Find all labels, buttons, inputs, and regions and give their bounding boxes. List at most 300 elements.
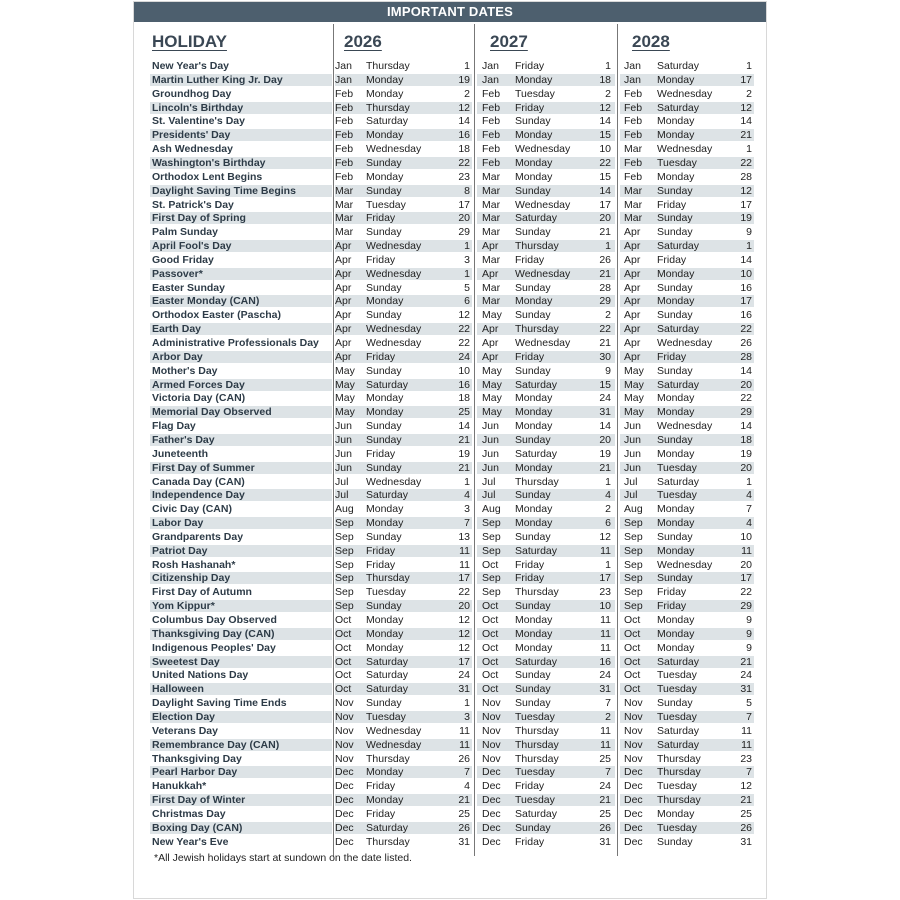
day-number-cell: 5 (464, 281, 470, 294)
day-number-cell: 24 (599, 780, 611, 793)
day-number-cell: 1 (464, 240, 470, 253)
month-cell: Nov (335, 697, 354, 710)
weekday-cell: Thursday (366, 835, 410, 848)
month-cell: Sep (335, 530, 354, 543)
day-number-cell: 29 (740, 600, 752, 613)
table-row (134, 447, 766, 461)
weekday-cell: Sunday (366, 226, 402, 239)
day-number-cell: 7 (605, 697, 611, 710)
month-cell: Feb (335, 170, 354, 183)
weekday-cell: Sunday (366, 309, 402, 322)
weekday-cell: Saturday (657, 101, 700, 114)
month-cell: Jul (624, 475, 638, 488)
day-number-cell: 26 (740, 821, 752, 834)
day-number-cell: 29 (599, 295, 611, 308)
table-row (134, 281, 766, 295)
weekday-cell: Tuesday (515, 794, 555, 807)
day-number-cell: 22 (740, 586, 752, 599)
month-cell: Mar (335, 226, 354, 239)
table-row (134, 198, 766, 212)
day-number-cell: 3 (464, 503, 470, 516)
weekday-cell: Saturday (657, 323, 700, 336)
month-cell: Nov (335, 752, 354, 765)
month-cell: Jul (335, 489, 349, 502)
day-number-cell: 20 (599, 212, 611, 225)
month-cell: Sep (482, 572, 501, 585)
weekday-cell: Monday (366, 295, 404, 308)
holiday-name: First Day of Autumn (152, 586, 252, 599)
weekday-cell: Monday (366, 627, 404, 640)
month-cell: Jul (335, 475, 349, 488)
month-cell: Dec (335, 821, 354, 834)
day-number-cell: 12 (740, 101, 752, 114)
table-row (134, 364, 766, 378)
holiday-name: Armed Forces Day (152, 378, 245, 391)
table-row (134, 475, 766, 489)
weekday-cell: Tuesday (657, 780, 697, 793)
table-row (134, 544, 766, 558)
holiday-name: Ash Wednesday (152, 143, 233, 156)
weekday-cell: Saturday (657, 60, 700, 72)
month-cell: May (335, 364, 355, 377)
month-cell: Apr (335, 267, 352, 280)
month-cell: Oct (482, 669, 499, 682)
table-row (134, 793, 766, 807)
weekday-cell: Tuesday (515, 87, 555, 100)
month-cell: Nov (624, 724, 643, 737)
month-cell: Dec (335, 766, 354, 779)
day-number-cell: 20 (740, 461, 752, 474)
weekday-cell: Monday (366, 73, 404, 86)
day-number-cell: 4 (605, 489, 611, 502)
month-cell: Dec (482, 766, 501, 779)
weekday-cell: Saturday (366, 669, 409, 682)
month-cell: Apr (624, 267, 641, 280)
month-cell: Oct (482, 627, 499, 640)
weekday-cell: Saturday (657, 655, 700, 668)
weekday-cell: Wednesday (515, 143, 571, 156)
day-number-cell: 21 (740, 655, 752, 668)
day-number-cell: 11 (600, 641, 611, 654)
weekday-cell: Wednesday (366, 143, 422, 156)
weekday-cell: Thursday (515, 724, 559, 737)
table-row (134, 599, 766, 613)
weekday-cell: Sunday (657, 212, 693, 225)
month-cell: May (624, 406, 644, 419)
day-number-cell: 26 (599, 821, 611, 834)
month-cell: Dec (335, 794, 354, 807)
weekday-cell: Friday (366, 212, 396, 225)
month-cell: Dec (482, 794, 501, 807)
holiday-name: Independence Day (152, 489, 245, 502)
month-cell: Dec (482, 807, 501, 820)
month-cell: Sep (624, 572, 643, 585)
weekday-cell: Monday (515, 406, 553, 419)
month-cell: Oct (624, 641, 641, 654)
table-row (134, 835, 766, 849)
day-number-cell: 16 (599, 655, 611, 668)
day-number-cell: 24 (599, 669, 611, 682)
day-number-cell: 12 (458, 101, 470, 114)
day-number-cell: 16 (740, 309, 752, 322)
month-cell: Jun (335, 461, 352, 474)
month-cell: Jan (624, 73, 641, 86)
month-cell: Oct (624, 669, 641, 682)
day-number-cell: 10 (740, 530, 752, 543)
table-row (134, 585, 766, 599)
holiday-name: Martin Luther King Jr. Day (152, 73, 283, 86)
month-cell: Feb (624, 170, 643, 183)
day-number-cell: 24 (458, 669, 470, 682)
weekday-cell: Sunday (515, 600, 551, 613)
weekday-cell: Sunday (515, 697, 551, 710)
table-row (134, 211, 766, 225)
holiday-name: Daylight Saving Time Begins (152, 184, 296, 197)
day-number-cell: 10 (599, 143, 611, 156)
holiday-name: Arbor Day (152, 350, 203, 363)
day-number-cell: 31 (599, 683, 611, 696)
weekday-cell: Sunday (657, 281, 693, 294)
day-number-cell: 1 (746, 240, 752, 253)
day-number-cell: 12 (458, 641, 470, 654)
day-number-cell: 3 (464, 253, 470, 266)
weekday-cell: Wednesday (657, 337, 713, 349)
day-number-cell: 3 (464, 710, 470, 723)
table-row (134, 710, 766, 724)
table-row (134, 73, 766, 87)
day-number-cell: 22 (740, 392, 752, 405)
month-cell: Apr (624, 350, 641, 363)
day-number-cell: 7 (464, 766, 470, 779)
table-row (134, 696, 766, 710)
weekday-cell: Monday (657, 392, 695, 405)
table-row (134, 350, 766, 364)
weekday-cell: Sunday (657, 835, 693, 848)
table-row (134, 682, 766, 696)
holiday-name: Thanksgiving Day (CAN) (152, 627, 275, 640)
month-cell: Mar (624, 143, 643, 156)
month-cell: Sep (335, 544, 354, 557)
month-cell: Mar (624, 198, 643, 211)
weekday-cell: Sunday (515, 669, 551, 682)
holiday-name: Daylight Saving Time Ends (152, 697, 287, 710)
month-cell: Jan (624, 60, 641, 72)
holiday-name: Thanksgiving Day (152, 752, 242, 765)
table-row (134, 752, 766, 766)
month-cell: Apr (624, 323, 641, 336)
table-row (134, 184, 766, 198)
weekday-cell: Sunday (366, 184, 402, 197)
weekday-cell: Monday (515, 73, 553, 86)
holiday-name: Groundhog Day (152, 87, 232, 100)
table-row (134, 516, 766, 530)
weekday-cell: Thursday (366, 752, 410, 765)
weekday-cell: Friday (515, 835, 545, 848)
weekday-cell: Monday (515, 420, 553, 433)
table-row (134, 156, 766, 170)
holiday-name: Orthodox Lent Begins (152, 170, 263, 183)
holiday-name: First Day of Winter (152, 794, 246, 807)
month-cell: Feb (335, 143, 354, 156)
weekday-cell: Saturday (657, 738, 700, 751)
weekday-cell: Monday (366, 392, 404, 405)
day-number-cell: 1 (746, 60, 752, 72)
day-number-cell: 2 (605, 710, 611, 723)
month-cell: May (482, 364, 502, 377)
month-cell: Oct (335, 641, 352, 654)
weekday-cell: Wednesday (657, 558, 713, 571)
table-row (134, 59, 766, 73)
day-number-cell: 1 (605, 475, 611, 488)
weekday-cell: Monday (366, 517, 404, 530)
day-number-cell: 11 (459, 738, 470, 751)
day-number-cell: 10 (458, 364, 470, 377)
holiday-name: Passover* (152, 267, 203, 280)
weekday-cell: Monday (515, 295, 553, 308)
month-cell: Nov (335, 738, 354, 751)
day-number-cell: 19 (458, 447, 470, 460)
month-cell: Feb (335, 129, 354, 142)
weekday-cell: Sunday (366, 364, 402, 377)
weekday-cell: Sunday (657, 184, 693, 197)
weekday-cell: Sunday (657, 697, 693, 710)
month-cell: Nov (482, 738, 501, 751)
month-cell: Apr (335, 309, 352, 322)
holiday-name: Orthodox Easter (Pascha) (152, 309, 281, 322)
day-number-cell: 25 (458, 406, 470, 419)
weekday-cell: Sunday (366, 600, 402, 613)
day-number-cell: 30 (599, 350, 611, 363)
day-number-cell: 22 (599, 323, 611, 336)
day-number-cell: 26 (458, 752, 470, 765)
month-cell: Oct (624, 655, 641, 668)
table-row (134, 87, 766, 101)
table-row (134, 488, 766, 502)
day-number-cell: 21 (599, 461, 611, 474)
month-cell: Aug (482, 503, 501, 516)
weekday-cell: Tuesday (657, 489, 697, 502)
day-number-cell: 11 (600, 544, 611, 557)
month-cell: Feb (624, 101, 643, 114)
table-row (134, 821, 766, 835)
weekday-cell: Sunday (515, 115, 551, 128)
month-cell: Mar (482, 226, 501, 239)
weekday-cell: Wednesday (366, 724, 422, 737)
table-row (134, 114, 766, 128)
weekday-cell: Tuesday (515, 766, 555, 779)
weekday-cell: Sunday (515, 226, 551, 239)
holiday-name: Father's Day (152, 433, 215, 446)
day-number-cell: 2 (605, 309, 611, 322)
weekday-cell: Wednesday (657, 143, 713, 156)
day-number-cell: 2 (605, 87, 611, 100)
weekday-cell: Monday (366, 614, 404, 626)
weekday-cell: Sunday (366, 461, 402, 474)
holiday-name: First Day of Summer (152, 461, 255, 474)
month-cell: Apr (335, 337, 352, 349)
weekday-cell: Thursday (366, 101, 410, 114)
day-number-cell: 18 (740, 433, 752, 446)
day-number-cell: 31 (599, 835, 611, 848)
weekday-cell: Thursday (366, 572, 410, 585)
weekday-cell: Sunday (657, 364, 693, 377)
day-number-cell: 22 (458, 156, 470, 169)
day-number-cell: 11 (459, 544, 470, 557)
weekday-cell: Sunday (366, 697, 402, 710)
table-row (134, 378, 766, 392)
weekday-cell: Friday (515, 572, 545, 585)
weekday-cell: Monday (515, 461, 553, 474)
weekday-cell: Sunday (657, 572, 693, 585)
day-number-cell: 9 (746, 226, 752, 239)
weekday-cell: Friday (657, 350, 687, 363)
weekday-cell: Saturday (515, 544, 558, 557)
month-cell: Dec (624, 835, 643, 848)
table-row (134, 336, 766, 350)
month-cell: Sep (624, 517, 643, 530)
month-cell: May (335, 378, 355, 391)
month-cell: Jul (482, 489, 496, 502)
holiday-name: Pearl Harbor Day (152, 766, 238, 779)
weekday-cell: Thursday (515, 240, 559, 253)
day-number-cell: 28 (599, 281, 611, 294)
weekday-cell: Saturday (515, 212, 558, 225)
weekday-cell: Sunday (366, 530, 402, 543)
holiday-name: Civic Day (CAN) (152, 503, 232, 516)
day-number-cell: 1 (746, 475, 752, 488)
weekday-cell: Friday (515, 101, 545, 114)
day-number-cell: 16 (458, 129, 470, 142)
day-number-cell: 14 (740, 420, 752, 433)
day-number-cell: 1 (746, 143, 752, 156)
holiday-name: United Nations Day (152, 669, 249, 682)
month-cell: Jul (482, 475, 496, 488)
weekday-cell: Monday (657, 503, 695, 516)
day-number-cell: 21 (599, 267, 611, 280)
day-number-cell: 17 (740, 572, 752, 585)
table-row (134, 433, 766, 447)
day-number-cell: 1 (464, 697, 470, 710)
table-row (134, 308, 766, 322)
month-cell: Apr (624, 295, 641, 308)
holiday-name: New Year's Eve (152, 835, 229, 848)
month-cell: Jun (482, 461, 499, 474)
day-number-cell: 16 (458, 378, 470, 391)
day-number-cell: 15 (599, 378, 611, 391)
weekday-cell: Monday (515, 503, 553, 516)
month-cell: Nov (624, 752, 643, 765)
weekday-cell: Wednesday (657, 420, 713, 433)
weekday-cell: Tuesday (366, 198, 406, 211)
day-number-cell: 4 (464, 489, 470, 502)
day-number-cell: 14 (458, 115, 470, 128)
month-cell: Mar (482, 170, 501, 183)
day-number-cell: 4 (746, 517, 752, 530)
month-cell: Feb (624, 87, 643, 100)
month-cell: Apr (624, 281, 641, 294)
month-cell: Sep (482, 544, 501, 557)
day-number-cell: 6 (464, 295, 470, 308)
month-cell: Oct (624, 683, 641, 696)
day-number-cell: 20 (599, 433, 611, 446)
month-cell: Dec (624, 780, 643, 793)
day-number-cell: 18 (458, 392, 470, 405)
month-cell: Feb (482, 87, 501, 100)
day-number-cell: 22 (458, 337, 470, 349)
month-cell: Mar (624, 184, 643, 197)
month-cell: Jun (624, 461, 641, 474)
table-row (134, 655, 766, 669)
holiday-name: Labor Day (152, 517, 204, 530)
month-cell: Sep (624, 558, 643, 571)
day-number-cell: 20 (458, 600, 470, 613)
day-number-cell: 22 (458, 323, 470, 336)
day-number-cell: 11 (600, 627, 611, 640)
month-cell: Mar (482, 184, 501, 197)
table-row (134, 807, 766, 821)
day-number-cell: 6 (605, 517, 611, 530)
month-cell: Feb (335, 87, 354, 100)
weekday-cell: Friday (515, 350, 545, 363)
day-number-cell: 11 (459, 724, 470, 737)
day-number-cell: 7 (605, 766, 611, 779)
day-number-cell: 4 (464, 780, 470, 793)
holiday-name: St. Patrick's Day (152, 198, 234, 211)
table-row (134, 558, 766, 572)
weekday-cell: Monday (515, 614, 553, 626)
day-number-cell: 7 (464, 517, 470, 530)
table-row (134, 502, 766, 516)
weekday-cell: Saturday (657, 240, 700, 253)
weekday-cell: Wednesday (366, 323, 422, 336)
day-number-cell: 22 (599, 156, 611, 169)
month-cell: Sep (335, 517, 354, 530)
day-number-cell: 9 (746, 641, 752, 654)
month-cell: Feb (482, 115, 501, 128)
footnote: *All Jewish holidays start at sundown on the date listed. (154, 852, 412, 864)
day-number-cell: 20 (740, 378, 752, 391)
month-cell: Mar (624, 212, 643, 225)
day-number-cell: 17 (599, 572, 611, 585)
month-cell: Apr (482, 323, 499, 336)
holiday-name: Veterans Day (152, 724, 218, 737)
day-number-cell: 12 (740, 184, 752, 197)
month-cell: Oct (335, 669, 352, 682)
day-number-cell: 22 (740, 156, 752, 169)
day-number-cell: 12 (599, 101, 611, 114)
day-number-cell: 7 (746, 710, 752, 723)
day-number-cell: 21 (458, 794, 470, 807)
weekday-cell: Thursday (515, 738, 559, 751)
holiday-name: Indigenous Peoples' Day (152, 641, 276, 654)
month-cell: Sep (624, 544, 643, 557)
weekday-cell: Saturday (366, 378, 409, 391)
month-cell: Jun (624, 420, 641, 433)
month-cell: Feb (335, 101, 354, 114)
day-number-cell: 25 (599, 752, 611, 765)
month-cell: Mar (482, 198, 501, 211)
weekday-cell: Monday (515, 517, 553, 530)
holiday-name: Lincoln's Birthday (152, 101, 244, 114)
weekday-cell: Tuesday (366, 710, 406, 723)
weekday-cell: Monday (657, 115, 695, 128)
holiday-name: Easter Monday (CAN) (152, 295, 260, 308)
table-row (134, 128, 766, 142)
day-number-cell: 31 (458, 835, 470, 848)
day-number-cell: 14 (458, 420, 470, 433)
month-cell: Sep (335, 558, 354, 571)
weekday-cell: Friday (515, 780, 545, 793)
